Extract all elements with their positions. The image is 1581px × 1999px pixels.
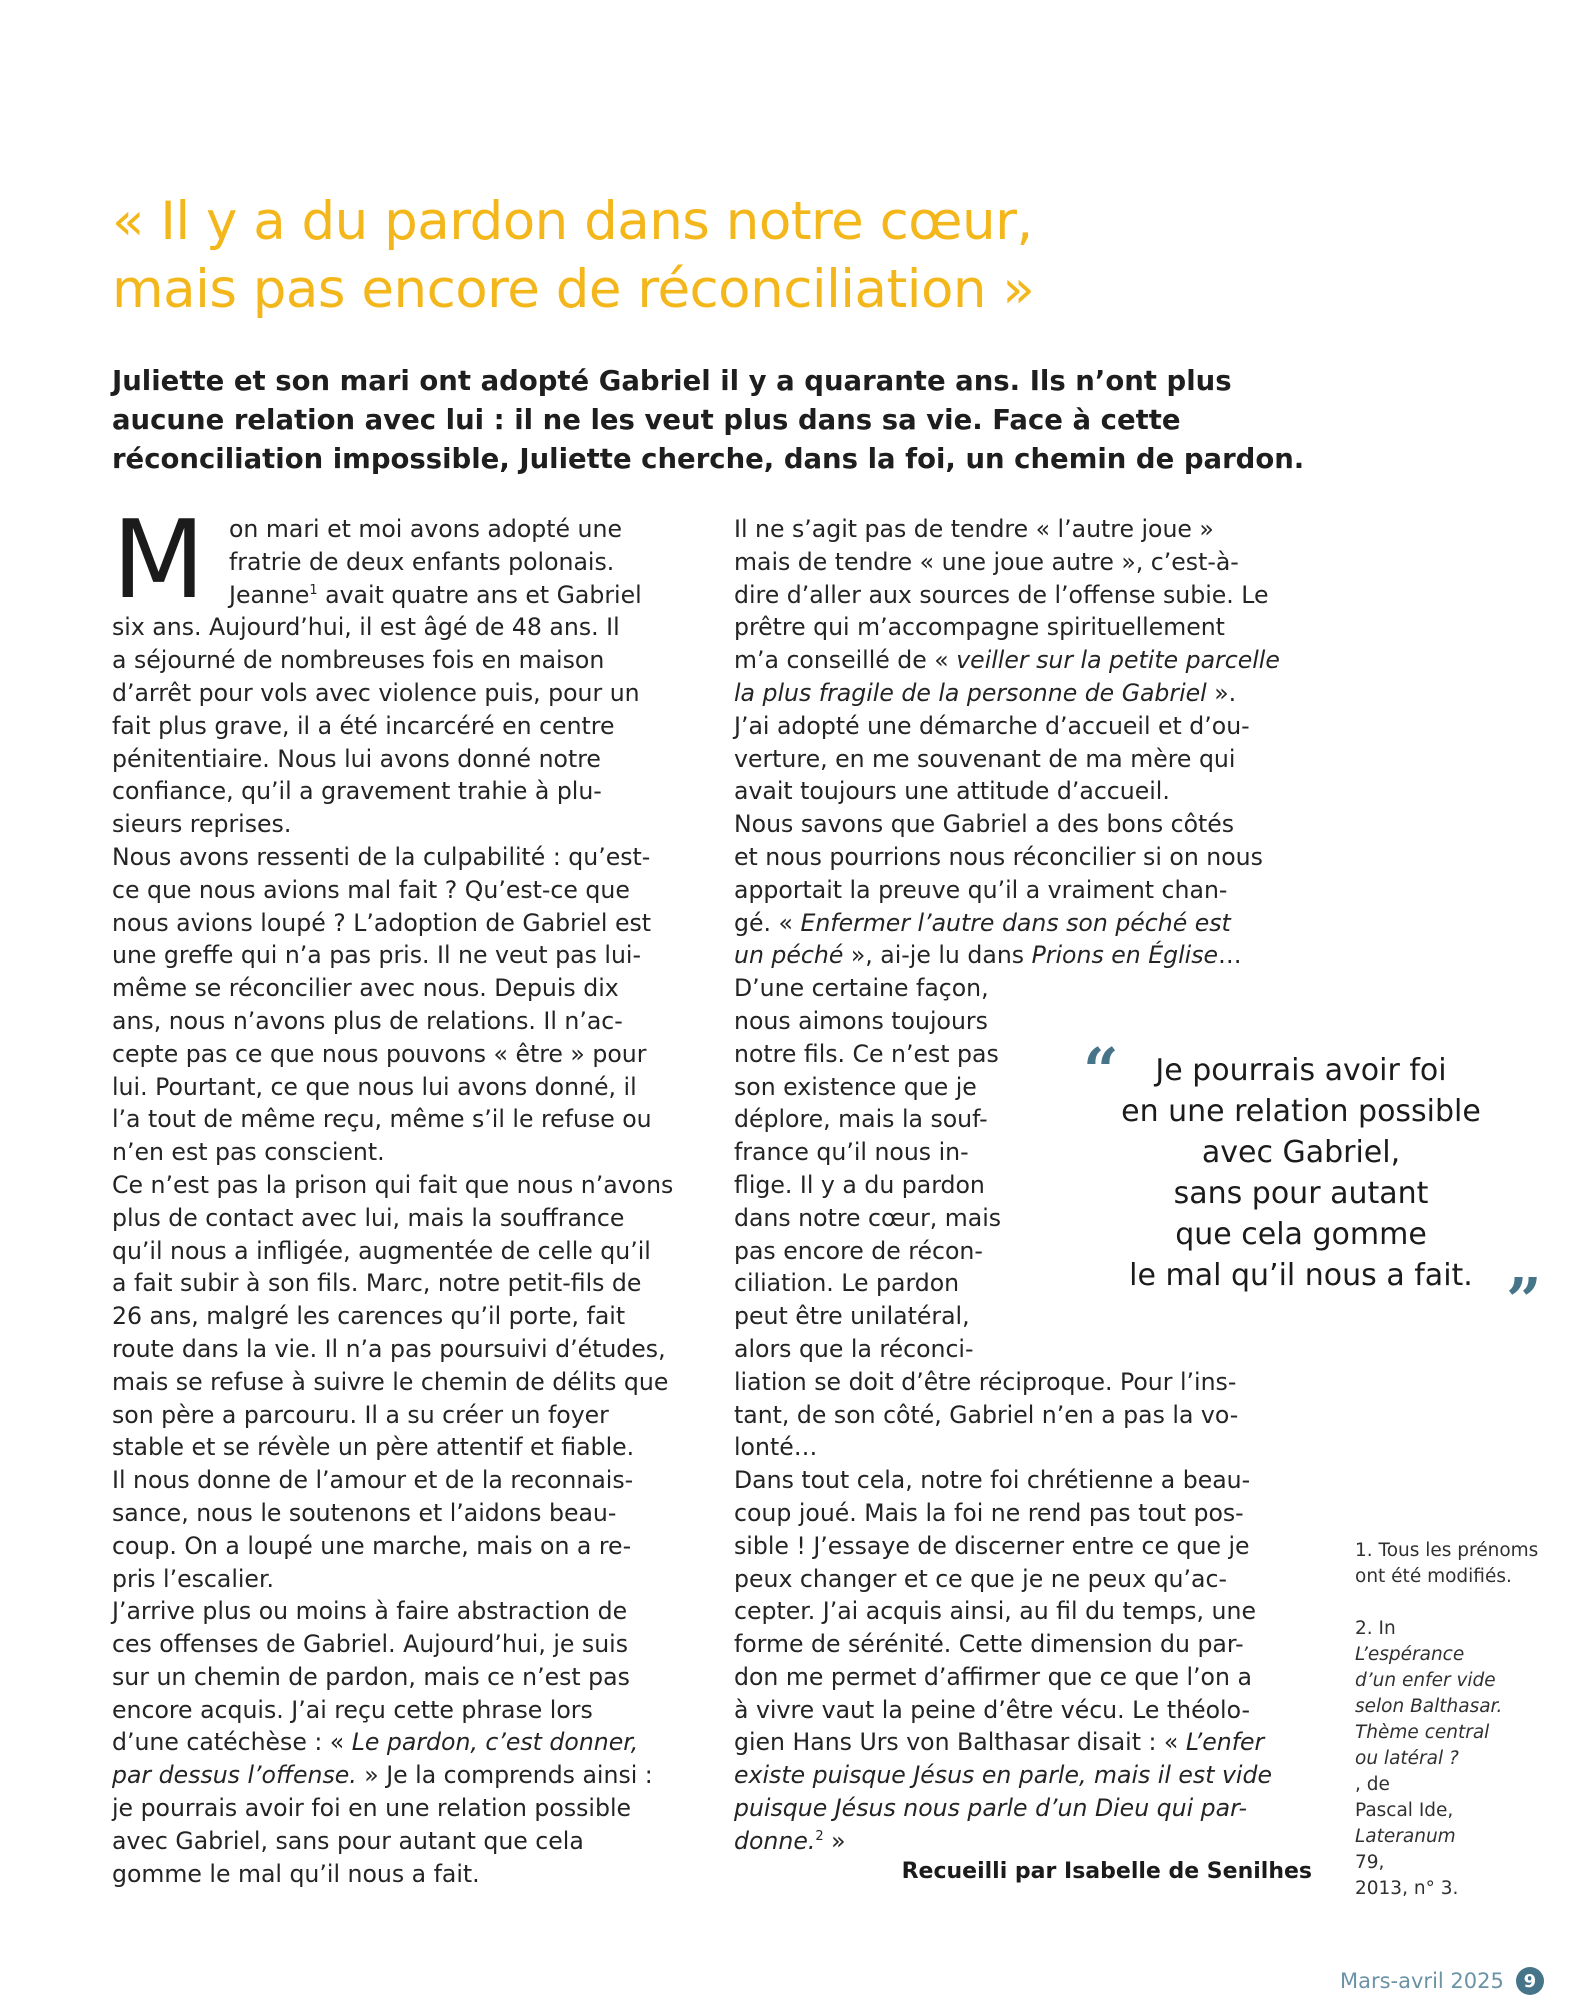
body-line: coup. On a loupé une marche, mais on a re- [112, 1531, 632, 1560]
footnote-line [1355, 1824, 1555, 1876]
body-line: et nous pourrions nous réconcilier si on nous [734, 842, 1263, 871]
body-line: alors que la réconci- [734, 1334, 974, 1363]
body-line: lonté… [734, 1433, 818, 1462]
footnote-text: , de [1355, 1774, 1390, 1795]
footnote-line: 2013, n° 3. [1355, 1878, 1459, 1899]
body-line: route dans la vie. Il n’a pas poursuivi d’études, [112, 1334, 666, 1363]
title-line-1: « Il y a du pardon dans notre cœur, [112, 191, 1033, 252]
footnote-italic: d’un enfer vide [1355, 1670, 1496, 1691]
body-line: peux changer et ce que je ne peux qu’ac- [734, 1564, 1227, 1593]
body-line: 26 ans, malgré les carences qu’il porte, fait [112, 1302, 626, 1331]
footnote-line: ont été modifiés. [1355, 1566, 1512, 1587]
body-line: mais se refuse à suivre le chemin de délits que [112, 1367, 669, 1396]
footnote-line [1355, 1746, 1555, 1798]
quote-italic: un péché [734, 941, 844, 970]
body-line: Il ne s’agit pas de tendre « l’autre joue » [734, 515, 1214, 543]
body-line: encore acquis. J’ai reçu cette phrase lors [112, 1695, 593, 1724]
quote-italic: L’enfer [1185, 1728, 1265, 1757]
body-line: confiance, qu’il a gravement trahie à plu- [112, 777, 602, 806]
body-line: je pourrais avoir foi en une relation possible [112, 1794, 632, 1823]
body-line: forme de sérénité. Cette dimension du par- [734, 1630, 1244, 1659]
body-line: D’une certaine façon, [734, 974, 989, 1003]
body-text: gé. « [734, 908, 801, 937]
body-line [112, 1726, 692, 1759]
body-line: a fait subir à son fils. Marc, notre petit-fils de [112, 1269, 642, 1298]
body-line [734, 677, 1314, 710]
body-line: Il nous donne de l’amour et de la reconnais- [112, 1466, 634, 1495]
body-text: … [1218, 941, 1242, 970]
page-number-badge: 9 [1516, 1967, 1544, 1995]
body-line: six ans. Aujourd’hui, il est âgé de 48 ans. Il [112, 613, 620, 642]
body-line [734, 1792, 1314, 1825]
body-line: avait toujours une attitude d’accueil. [734, 777, 1170, 806]
body-line: france qu’il nous in- [734, 1138, 969, 1167]
body-text: Jeanne [229, 580, 310, 609]
body-line: à vivre vaut la peine d’être vécu. Le théolo- [734, 1695, 1250, 1724]
body-line: déplore, mais la souf- [734, 1105, 988, 1134]
footnote-italic: selon Balthasar. [1355, 1696, 1503, 1717]
footnote-line [1355, 1668, 1555, 1694]
drop-cap: M [112, 498, 206, 623]
quote-italic: Enfermer l’autre dans son péché est [800, 908, 1231, 937]
body-text: ». [1206, 678, 1237, 707]
pull-quote [1086, 1050, 1516, 1296]
body-line: ces offenses de Gabriel. Aujourd’hui, je suis [112, 1630, 628, 1659]
body-line: don me permet d’affirmer que ce que l’on a [734, 1662, 1252, 1691]
body-line [734, 1726, 1314, 1759]
body-line: l’a tout de même reçu, même s’il le refuse ou [112, 1105, 652, 1134]
body-line [734, 1825, 1314, 1858]
body-line: J’ai adopté une démarche d’accueil et d’ou- [734, 711, 1250, 740]
footnote-italic: Thème central [1355, 1722, 1490, 1743]
pull-quote-line: le mal qu’il nous a fait. [1129, 1258, 1473, 1293]
body-line: n’en est pas conscient. [112, 1138, 385, 1167]
lead-line-1: Juliette et son mari ont adopté Gabriel il y a quarante ans. Ils n’ont plus [112, 365, 1232, 397]
quote-italic: donne. [734, 1826, 816, 1855]
byline-signature: Recueilli par Isabelle de Senilhes [901, 1859, 1312, 1884]
article-title [112, 188, 1352, 324]
footnote-line [1355, 1694, 1555, 1720]
body-line: son père a parcouru. Il a su créer un foyer [112, 1400, 609, 1429]
body-line: dire d’aller aux sources de l’offense subie. Le [734, 580, 1269, 609]
body-line: plus de contact avec lui, mais la souffrance [112, 1203, 625, 1232]
body-line: sieurs reprises. [112, 810, 292, 839]
body-text: » Je la comprends ainsi : [356, 1761, 653, 1790]
body-line: Dans tout cela, notre foi chrétienne a beau- [734, 1466, 1251, 1495]
body-line: fratrie de deux enfants polonais. [229, 547, 615, 576]
body-line: d’arrêt pour vols avec violence puis, pour un [112, 678, 640, 707]
body-line [734, 907, 1314, 940]
body-line: cepter. J’ai acquis ainsi, au fil du temps, une [734, 1597, 1256, 1626]
quote-italic: par dessus l’offense. [112, 1761, 357, 1790]
body-line: qu’il nous a infligée, augmentée de celle qu’il [112, 1236, 651, 1265]
body-line [734, 644, 1314, 677]
body-line: ciliation. Le pardon [734, 1269, 960, 1298]
body-line: liation se doit d’être réciproque. Pour l’ins- [734, 1367, 1237, 1396]
body-text: », ai-je lu dans [843, 941, 1032, 970]
body-line [734, 1759, 1314, 1792]
quote-italic: la plus fragile de la personne de Gabriel [734, 678, 1207, 707]
body-line: même se réconcilier avec nous. Depuis dix [112, 974, 619, 1003]
body-line: stable et se révèle un père attentif et fiable. [112, 1433, 635, 1462]
lead-line-2: aucune relation avec lui : il ne les veut plus dans sa vie. Face à cette [112, 404, 1181, 436]
body-text: m’a conseillé de « [734, 646, 957, 675]
quote-italic: Le pardon, c’est donner, [351, 1728, 639, 1757]
body-line: flige. Il y a du pardon [734, 1170, 985, 1199]
body-line: Nous avons ressenti de la culpabilité : qu’est- [112, 842, 651, 871]
quote-italic: existe puisque Jésus en parle, mais il est vide [734, 1761, 1272, 1790]
body-text: gien Hans Urs von Balthasar disait : « [734, 1728, 1186, 1757]
page-footer [1340, 1966, 1544, 1996]
body-line: mais de tendre « une joue autre », c’est-à- [734, 547, 1239, 576]
body-line: J’arrive plus ou moins à faire abstraction de [112, 1597, 628, 1626]
pull-quote-line: sans pour autant [1173, 1176, 1429, 1211]
publication-title: Prions en Église [1031, 941, 1219, 970]
pull-quote-line: Je pourrais avoir foi [1155, 1053, 1447, 1088]
pull-quote-line: que cela gomme [1175, 1217, 1427, 1252]
body-line: gomme le mal qu’il nous a fait. [112, 1859, 480, 1888]
quote-italic: puisque Jésus nous parle d’un Dieu qui par- [734, 1794, 1247, 1823]
article-lead [112, 362, 1342, 479]
body-line: son existence que je [734, 1072, 977, 1101]
body-line: ans, nous n’avons plus de relations. Il n’ac- [112, 1006, 623, 1035]
body-line: avec Gabriel, sans pour autant que cela [112, 1826, 584, 1855]
footnote-italic: Lateranum [1355, 1826, 1456, 1847]
body-column-1 [112, 513, 692, 1890]
body-line: pris l’escalier. [112, 1564, 274, 1593]
footnote-text: 79, [1355, 1852, 1385, 1873]
footnote-ref-2: 2 [815, 1829, 824, 1845]
pull-quote-line: avec Gabriel, [1201, 1135, 1401, 1170]
body-line: prêtre qui m’accompagne spirituellement [734, 613, 1225, 642]
footnote-text: 2. In [1355, 1618, 1396, 1639]
footnote-italic: L’espérance [1355, 1644, 1465, 1665]
body-line [112, 579, 692, 612]
footnote-line: Pascal Ide, [1355, 1800, 1454, 1821]
open-quote-icon: “ [1083, 1034, 1119, 1107]
footnote-italic: ou latéral ? [1355, 1748, 1459, 1769]
body-line: sance, nous le soutenons et l’aidons beau- [112, 1498, 617, 1527]
body-line: Ce n’est pas la prison qui fait que nous n’avons [112, 1170, 674, 1199]
footnote-ref-1: 1 [309, 582, 318, 598]
body-line: cepte pas ce que nous pouvons « être » pour [112, 1039, 647, 1068]
body-line: pas encore de récon- [734, 1236, 983, 1265]
body-line [112, 1759, 692, 1792]
body-line: sible ! J’essaye de discerner entre ce que je [734, 1531, 1250, 1560]
body-line: ce que nous avions mal fait ? Qu’est-ce que [112, 875, 630, 904]
body-line: une greffe qui n’a pas pris. Il ne veut pas lui- [112, 941, 641, 970]
body-text: avait quatre ans et Gabriel [317, 580, 642, 609]
body-line: peut être unilatéral, [734, 1302, 970, 1331]
footnote-line [1355, 1616, 1555, 1668]
body-line: on mari et moi avons adopté une [229, 515, 622, 543]
title-line-2: mais pas encore de réconciliation » [112, 259, 1035, 320]
quote-italic: veiller sur la petite parcelle [956, 646, 1280, 675]
body-line: a séjourné de nombreuses fois en maison [112, 646, 605, 675]
body-line [734, 939, 1314, 972]
body-line: fait plus grave, il a été incarcéré en centre [112, 711, 615, 740]
lead-line-3: réconciliation impossible, Juliette cherche, dans la foi, un chemin de pardon. [112, 443, 1305, 475]
footnotes [1355, 1538, 1555, 1902]
issue-date: Mars-avril 2025 [1340, 1969, 1504, 1993]
pull-quote-line: en une relation possible [1121, 1094, 1481, 1129]
body-line: nous avions loupé ? L’adoption de Gabriel est [112, 908, 652, 937]
footnote-spacer [1355, 1590, 1555, 1616]
footnote-line [1355, 1720, 1555, 1746]
body-line: pénitentiaire. Nous lui avons donné notre [112, 744, 601, 773]
body-line: apportait la preuve qu’il a vraiment chan- [734, 875, 1228, 904]
body-line: sur un chemin de pardon, mais ce n’est pas [112, 1662, 630, 1691]
body-line: tant, de son côté, Gabriel n’en a pas la vo- [734, 1400, 1239, 1429]
body-line: notre fils. Ce n’est pas [734, 1039, 999, 1068]
footnote-line: 1. Tous les prénoms [1355, 1540, 1539, 1561]
body-line: coup joué. Mais la foi ne rend pas tout pos- [734, 1498, 1244, 1527]
body-text: d’une catéchèse : « [112, 1728, 352, 1757]
close-quote-icon: ” [1506, 1264, 1542, 1337]
body-line: nous aimons toujours [734, 1006, 988, 1035]
body-text: » [823, 1826, 846, 1855]
body-line: dans notre cœur, mais [734, 1203, 1002, 1232]
body-line: verture, en me souvenant de ma mère qui [734, 744, 1236, 773]
body-line: Nous savons que Gabriel a des bons côtés [734, 810, 1235, 839]
body-line: lui. Pourtant, ce que nous lui avons donné, il [112, 1072, 637, 1101]
